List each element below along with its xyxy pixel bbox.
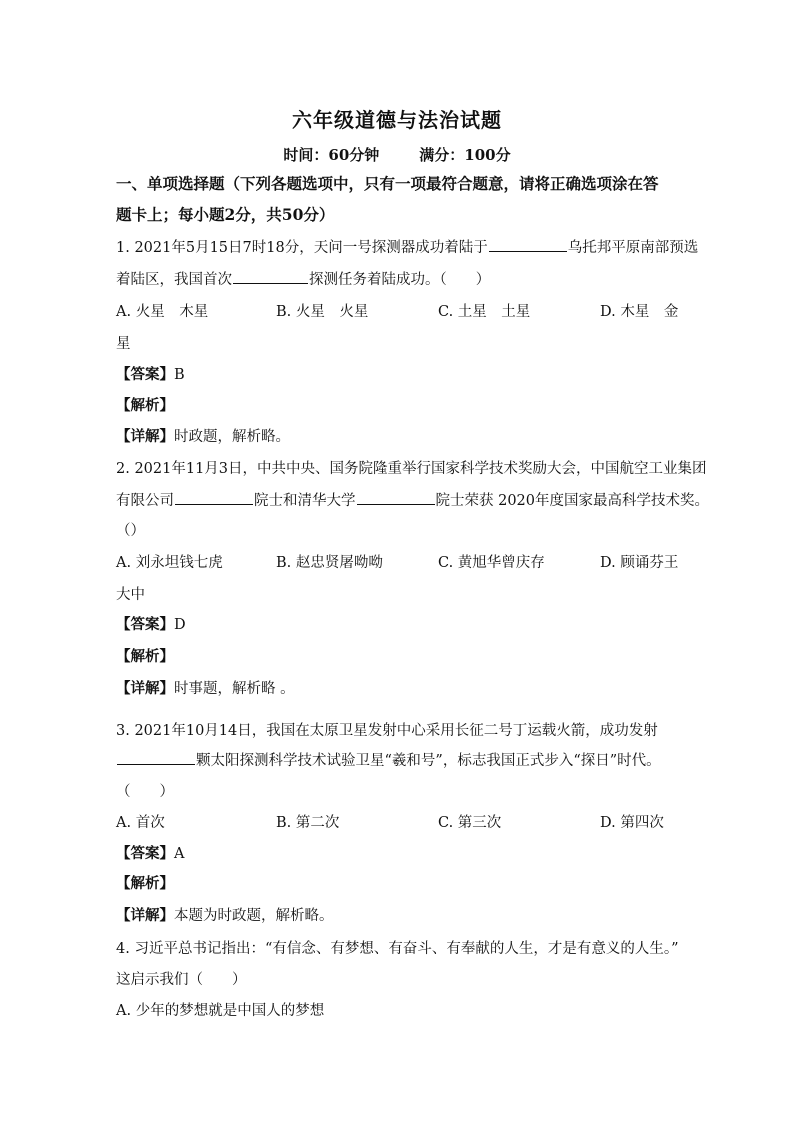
q3-analysis-label: 【解析】 [116,875,174,892]
score-label: 满分：100分 [419,146,511,164]
q1-option-b: B. 火星 火星 [276,304,369,320]
answer-blank [233,269,308,284]
q2-option-d: D. 顾诵芬王 [600,555,679,571]
q1-option-c: C. 土星 土星 [438,304,531,320]
time-label: 时间：60分钟 [283,146,380,164]
q3-stem-line2: 颗太阳探测科学技术试验卫星“羲和号”，标志我国正式步入“探日”时代。 [116,749,661,770]
q3-option-c: C. 第三次 [438,815,502,831]
q1-option-d: D. 木星 金 [600,304,679,320]
q3-option-d: D. 第四次 [600,815,664,831]
q3-answer: 【答案】A [116,845,185,862]
q3-stem-line1: 3. 2021年10月14日，我国在太原卫星发射中心采用长征二号丁运载火箭，成功发射 [116,723,658,739]
q2-stem-line1: 2. 2021年11月3日，中共中央、国务院隆重举行国家科学技术奖励大会，中国航空工业集团 [116,461,707,477]
q4-stem-line2: 这启示我们（ ） [116,972,247,988]
answer-blank [175,490,253,505]
q4-option-a: A. 少年的梦想就是中国人的梦想 [116,1003,325,1019]
q3-option-a: A. 首次 [116,815,165,831]
q1-option-wrap: 星 [116,336,131,352]
q2-option-c: C. 黄旭华曾庆存 [438,555,545,571]
q3-option-b: B. 第二次 [276,815,340,831]
q4-stem-line1: 4. 习近平总书记指出：“有信念、有梦想、有奋斗、有奉献的人生，才是有意义的人生。” [116,941,679,957]
q1-stem-line2: 着陆区，我国首次 探测任务着陆成功。（ ） [116,268,490,289]
q2-stem-line2: 有限公司 院士和清华大学 院士荣获 2020年度国家最高科学技术奖。 [116,489,709,510]
q3-stem-line3: （ ） [116,784,174,800]
q2-answer: 【答案】D [116,616,186,633]
section-heading-line2: 题卡上；每小题2分，共50分） [116,205,335,224]
q2-stem-line3: （） [116,523,145,539]
q1-stem-line1: 1. 2021年5月15日7时18分，天问一号探测器成功着陆于 乌托邦平原南部预选 [116,236,698,257]
answer-blank [117,750,195,765]
answer-blank [489,237,567,252]
q1-detail: 【详解】时政题，解析略。 [116,428,290,445]
q1-analysis-label: 【解析】 [116,397,174,414]
section-heading-line1: 一、单项选择题（下列各题选项中，只有一项最符合题意，请将正确选项涂在答 [116,174,659,193]
q2-analysis-label: 【解析】 [116,648,174,665]
q2-detail: 【详解】时事题，解析略 。 [116,680,295,697]
q3-detail: 【详解】本题为时政题，解析略。 [116,907,334,924]
page-title: 六年级道德与法治试题 [292,108,502,132]
q2-option-wrap: 大中 [116,587,145,603]
exam-info [0,144,794,165]
section-heading [116,168,686,230]
q2-option-a: A. 刘永坦钱七虎 [116,555,223,571]
q1-answer: 【答案】B [116,366,185,383]
q1-option-a: A. 火星 木星 [116,304,209,320]
q2-option-b: B. 赵忠贤屠呦呦 [276,555,383,571]
answer-blank [357,490,435,505]
